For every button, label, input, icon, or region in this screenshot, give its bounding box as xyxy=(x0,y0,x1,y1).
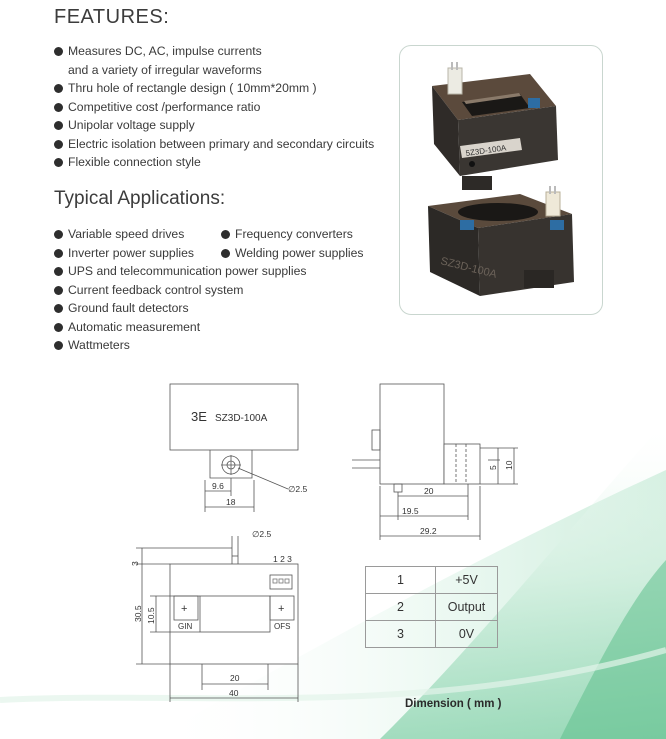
list-item: UPS and telecommunication power supplies xyxy=(54,262,306,281)
gin-crosshair: + xyxy=(181,603,188,615)
dim-40: 40 xyxy=(229,688,239,698)
dim-10-5: 10.5 xyxy=(146,607,156,624)
pin-number: 1 xyxy=(366,567,436,594)
dim-19-5: 19.5 xyxy=(402,506,419,516)
front-label-brand: 3E xyxy=(191,409,207,424)
features-heading: FEATURES: xyxy=(54,6,170,28)
label-ofs: OFS xyxy=(274,622,291,631)
applications-heading: Typical Applications: xyxy=(54,188,226,209)
pin-numbers: 1 2 3 xyxy=(273,554,292,564)
dim-10: 10 xyxy=(504,460,514,470)
feature-text: Flexible connection style xyxy=(68,155,201,169)
dim-3: 3 xyxy=(130,561,140,566)
list-item: Variable speed drives xyxy=(54,225,194,244)
label-gin: GIN xyxy=(178,622,193,631)
dim-pin-dia: ∅2.5 xyxy=(252,529,272,539)
feature-text: Unipolar voltage supply xyxy=(68,118,195,132)
feature-text: Electric isolation between primary and secondary circuits xyxy=(68,136,375,151)
list-item: Inverter power supplies xyxy=(54,244,194,263)
list-item: Frequency converters xyxy=(221,225,364,244)
dim-hole-dia: ∅2.5 xyxy=(288,484,308,494)
dim-9-6: 9.6 xyxy=(212,481,224,491)
pin-function: Output xyxy=(436,594,498,621)
feature-text: Thru hole of rectangle design ( 10mm*20mm ) xyxy=(68,81,317,95)
pin-table xyxy=(365,566,498,648)
dim-18: 18 xyxy=(226,497,236,507)
pin-number: 3 xyxy=(366,621,436,648)
dim-30-5: 30.5 xyxy=(133,605,143,622)
list-item: Welding power supplies xyxy=(221,244,364,263)
dim-5: 5 xyxy=(488,465,498,470)
table-row xyxy=(366,621,498,648)
table-row xyxy=(366,594,498,621)
list-item: Wattmeters xyxy=(54,336,306,355)
dimension-caption: Dimension ( mm ) xyxy=(405,698,502,710)
feature-text: Measures DC, AC, impulse currents xyxy=(68,44,262,58)
sensor-label-top: 5Z3D-100A xyxy=(465,143,507,158)
feature-text: Competitive cost /performance ratio xyxy=(68,99,261,114)
dim-29-2: 29.2 xyxy=(420,526,437,536)
list-item: Current feedback control system xyxy=(54,281,306,300)
pin-function: +5V xyxy=(436,567,498,594)
list-item: Automatic measurement xyxy=(54,318,306,337)
front-label-model: SZ3D-100A xyxy=(215,413,268,424)
pin-number: 2 xyxy=(366,594,436,621)
dim-20-bottom: 20 xyxy=(230,673,240,683)
pin-function: 0V xyxy=(436,621,498,648)
list-item: Ground fault detectors xyxy=(54,299,306,318)
dim-20: 20 xyxy=(424,486,434,496)
ofs-crosshair: + xyxy=(278,603,285,615)
table-row xyxy=(366,567,498,594)
sensor-label-bottom: SZ3D-100A xyxy=(439,255,498,281)
feature-text-cont: and a variety of irregular waveforms xyxy=(68,62,262,77)
